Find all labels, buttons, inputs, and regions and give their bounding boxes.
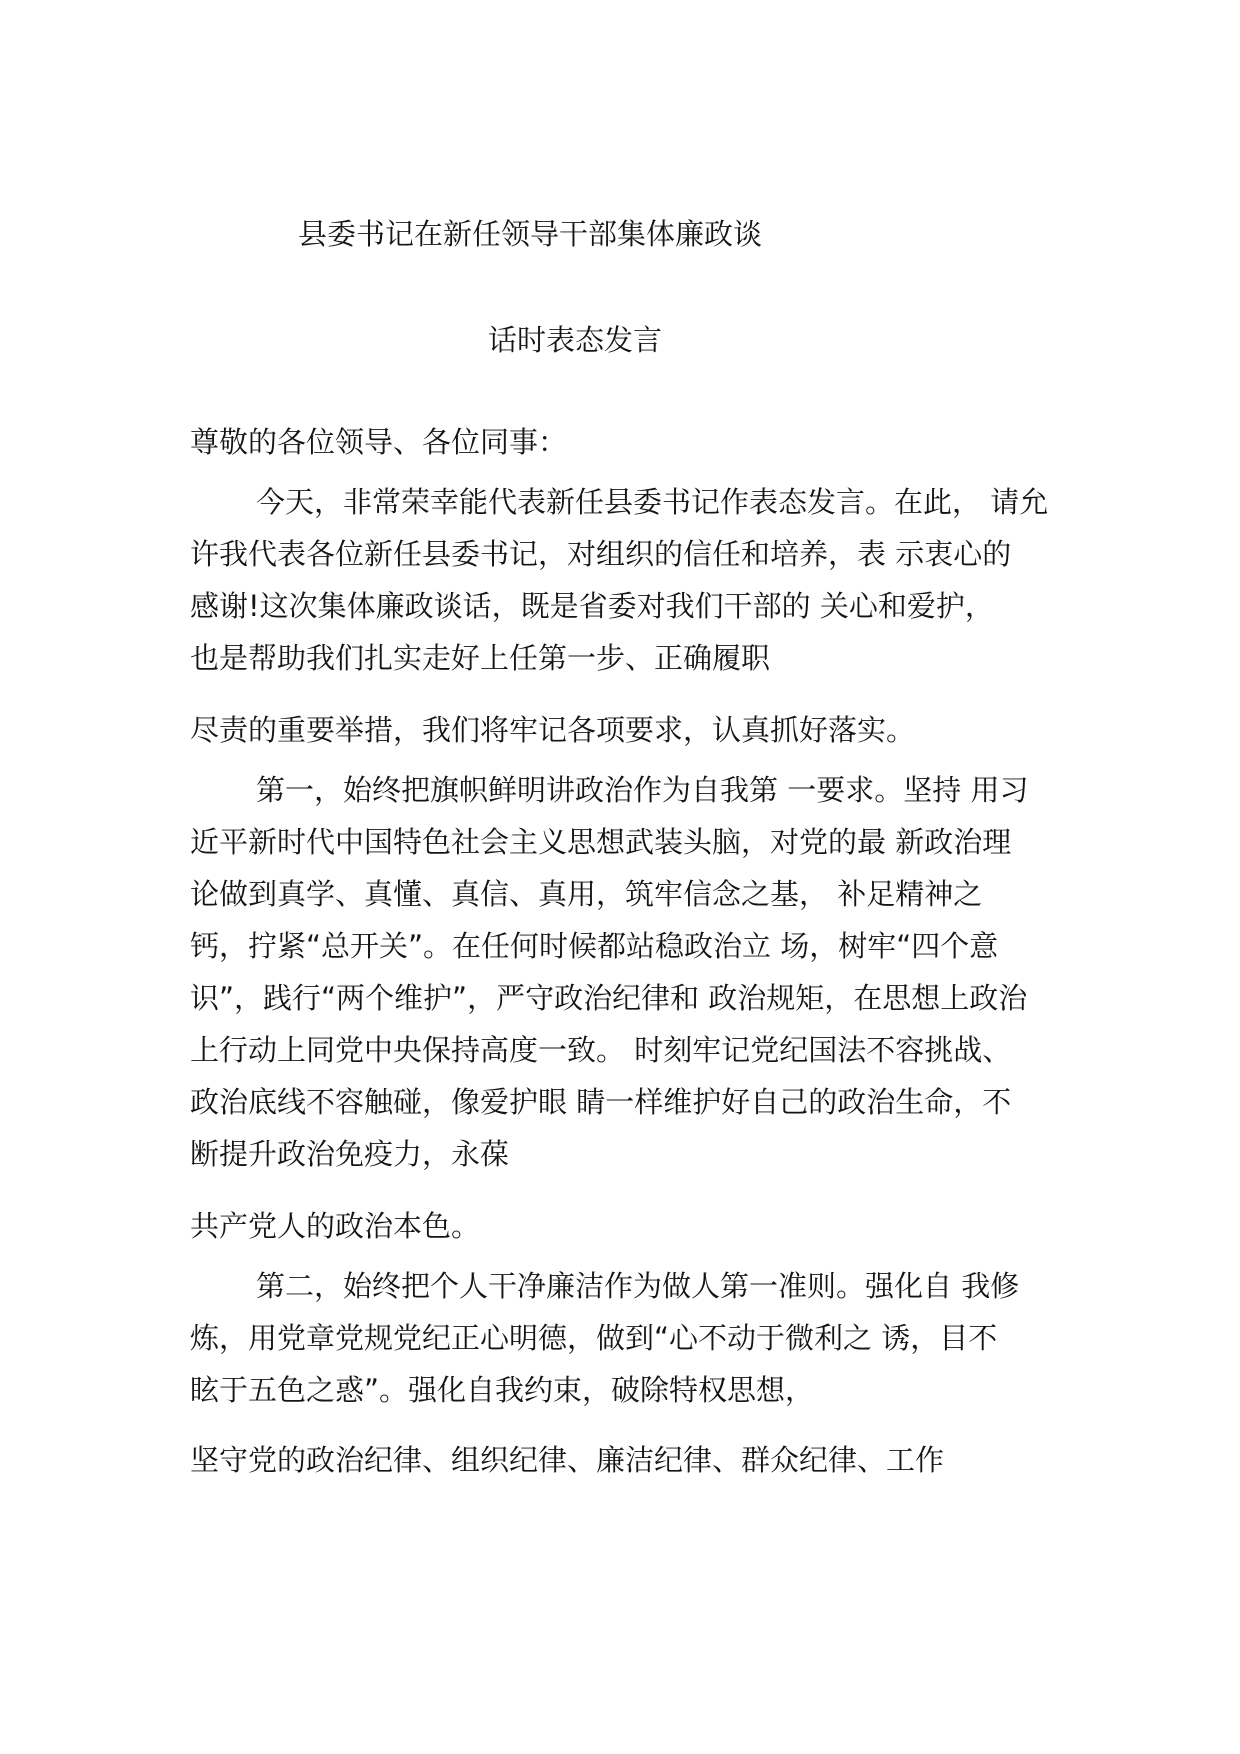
paragraph-line: 炼，用党章党规党纪正心明德，做到“心不动于微利之 诱，目不 (190, 1321, 998, 1355)
paragraph-line: 政治底线不容触碰，像爱护眼 睛一样维护好自己的政治生命，不 (190, 1085, 1012, 1119)
paragraph-line: 论做到真学、真懂、真信、真用，筑牢信念之基， 补足精神之 (190, 877, 983, 911)
paragraph-line: 识”，践行“两个维护”，严守政治纪律和 政治规矩，在思想上政治 (190, 981, 1028, 1015)
paragraph-line: 近平新时代中国特色社会主义思想武装头脑，对党的最 新政治理 (190, 825, 1012, 859)
salutation: 尊敬的各位领导、各位同事： (190, 425, 568, 459)
paragraph-line: 许我代表各位新任县委书记，对组织的信任和培养，表 示衷心的 (190, 537, 1012, 571)
paragraph-line: 第二，始终把个人干净廉洁作为做人第一准则。强化自 我修 (256, 1269, 1020, 1303)
paragraph-line: 尽责的重要举措，我们将牢记各项要求，认真抓好落实。 (190, 713, 916, 747)
paragraph-line: 上行动上同党中央保持高度一致。 时刻牢记党纪国法不容挑战、 (190, 1033, 1012, 1067)
document-title-line-1: 县委书记在新任领导干部集体廉政谈 (298, 217, 763, 251)
paragraph-line: 感谢!这次集体廉政谈话，既是省委对我们干部的 关心和爱护， (190, 589, 994, 623)
paragraph-line: 也是帮助我们扎实走好上任第一步、正确履职 (190, 641, 771, 675)
paragraph-line: 断提升政治免疫力，永葆 (190, 1137, 510, 1171)
paragraph-line: 共产党人的政治本色。 (190, 1209, 481, 1243)
document-title-line-2: 话时表态发言 (488, 323, 663, 357)
paragraph-line: 眩于五色之惑”。强化自我约束，破除特权思想， (190, 1373, 815, 1407)
paragraph-line: 坚守党的政治纪律、组织纪律、廉洁纪律、群众纪律、工作 (190, 1443, 945, 1477)
paragraph-line: 今天，非常荣幸能代表新任县委书记作表态发言。在此， 请允 (256, 485, 1049, 519)
paragraph-line: 钙，拧紧“总开关”。在任何时候都站稳政治立 场，树牢“四个意 (190, 929, 999, 963)
paragraph-line: 第一，始终把旗帜鲜明讲政治作为自我第 一要求。坚持 用习 (256, 773, 1029, 807)
